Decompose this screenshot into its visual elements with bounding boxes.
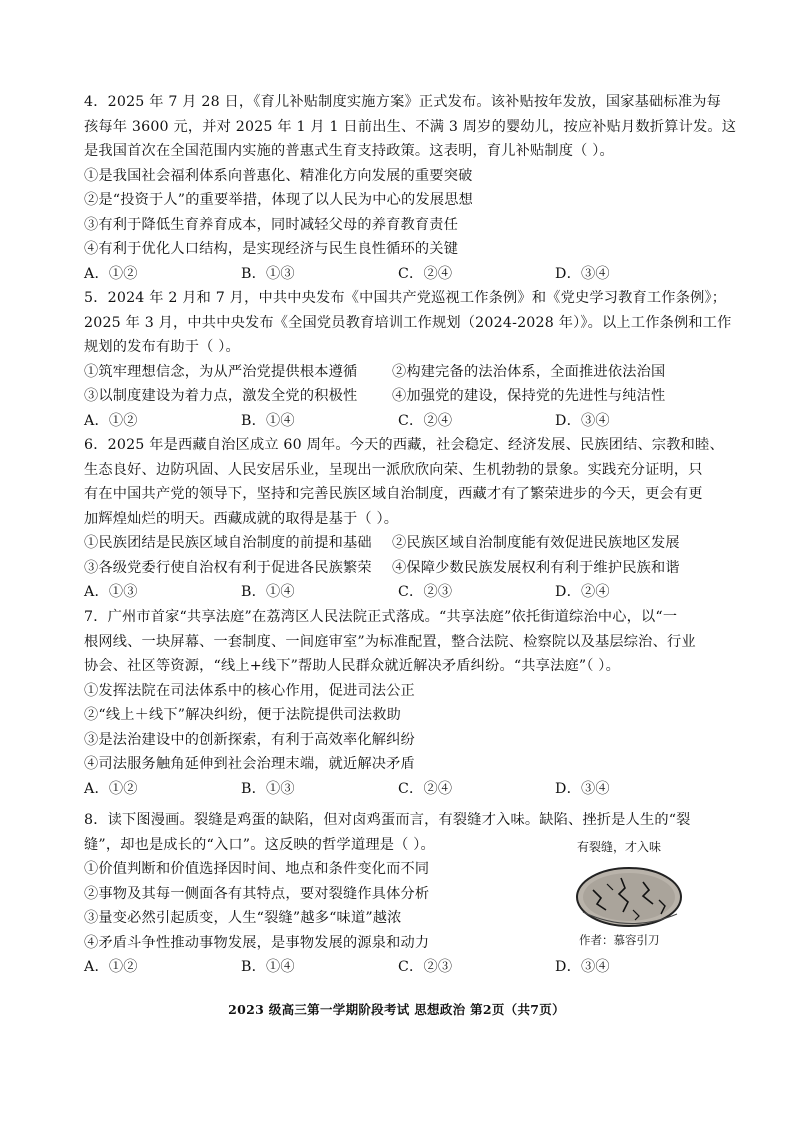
statement-option: ②构建完备的法治体系，全面推进依法治国 [392,363,666,380]
answer-choice-d[interactable]: D．②④ [555,584,610,600]
answer-choice-b[interactable]: B．①③ [241,780,295,797]
answer-choice-a[interactable]: A．①② [84,780,138,797]
statement-option-row [84,556,712,581]
answer-choice-c[interactable]: C．②③ [398,959,453,975]
question-stem-line: 孩每年 3600 元，并对 2025 年 1 月 1 日前出生、不满 3 周岁的婴幼儿，按应补贴月数折算计发。这 [84,118,737,135]
statement-option: ①是我国社会福利体系向普惠化、精准化方向发展的重要突破 [84,167,473,184]
answer-choices [84,777,712,802]
answer-choice-c[interactable]: C．②④ [398,265,453,282]
answer-choice-b[interactable]: B．①③ [241,265,295,282]
question-stem-line: 8．读下图漫画。裂缝是鸡蛋的缺陷，但对卤鸡蛋而言，有裂缝才入味。缺陷、挫折是人生的“裂 [84,812,691,828]
question-stem-line: 缝”，却也是成长的“入口”。这反映的哲学道理是（ ）。 [84,836,435,853]
statement-option: ④有利于优化人口结构，是实现经济与民生良性循环的关键 [84,241,459,257]
statement-option: ③以制度建设为着力点，激发全党的积极性 [84,388,358,404]
statement-option: ④矛盾斗争性推动事物发展，是事物发展的源泉和动力 [84,934,430,951]
statement-option: ②事物及其每一侧面各有其特点，要对裂缝作具体分析 [84,885,430,902]
question-stem-line: 4．2025 年 7 月 28 日，《育儿补贴制度实施方案》正式发布。该补贴按年发放，国家基础标准为每 [84,94,721,110]
statement-option: ①发挥法院在司法体系中的核心作用，促进司法公正 [84,682,415,699]
question-stem-line: 协会、社区等资源，“线上+线下”帮助人民群众就近解决矛盾纠纷。“共享法庭”（ ）。 [84,658,620,674]
answer-choice-d[interactable]: D．③④ [555,959,610,975]
question-6 [84,433,724,605]
answer-choices [84,580,712,605]
statement-option: ④加强党的建设，保持党的先进性与纯洁性 [392,388,666,404]
answer-choice-c[interactable]: C．②③ [398,584,453,600]
question-stem-line: 加辉煌灿烂的明天。西藏成就的取得是基于（ ）。 [84,510,399,527]
answer-choice-b[interactable]: B．①④ [241,959,295,975]
page-footer: 2023 级高三第一学期阶段考试 思想政治 第2页（共7页） [228,1002,565,1017]
statement-option: ②“线上＋线下”解决纠纷，便于法院提供司法救助 [84,707,402,723]
answer-choice-b[interactable]: B．①④ [241,584,295,600]
question-stem-line: 6．2025 年是西藏自治区成立 60 周年。今天的西藏，社会稳定、经济发展、民族团结、宗教和睦、 [84,437,724,453]
question-4 [84,90,737,286]
answer-choice-c[interactable]: C．②④ [398,412,453,429]
answer-choice-d[interactable]: D．③④ [555,265,610,282]
statement-option: ③各级党委行使自治权有利于促进各民族繁荣 [84,559,372,576]
statement-option-row [84,531,712,556]
statement-option: ③是法治建设中的创新探索，有利于高效率化解纠纷 [84,731,415,748]
question-5 [84,286,732,433]
statement-option-row [84,360,712,385]
statement-option: ③量变必然引起质变，人生“裂缝”越多“味道”越浓 [84,910,402,926]
answer-choice-a[interactable]: A．①② [84,959,138,975]
answer-choice-a[interactable]: A．①③ [84,584,138,600]
question-stem-line: 有在中国共产党的领导下，坚持和完善民族区域自治制度，西藏才有了繁荣进步的今天，更会有更 [84,486,703,502]
statement-option: ①价值判断和价值选择因时间、地点和条件变化而不同 [84,861,430,877]
answer-choices [84,955,712,980]
question-stem-line: 规划的发布有助于（ ）。 [84,339,240,355]
cartoon-author: 作者：慕容引刀 [579,933,660,947]
question-stem-line: 根网线、一块屏幕、一套制度、一间庭审室”为标准配置，整合法院、检察院以及基层综治、行业 [84,633,696,650]
answer-choice-a[interactable]: A．①② [84,412,138,429]
answer-choices [84,262,712,287]
cartoon-caption: 有裂缝，才入味 [577,840,662,854]
cartoon-figure [565,838,695,948]
answer-choice-d[interactable]: D．③④ [555,412,610,429]
answer-choice-b[interactable]: B．①④ [241,412,295,429]
answer-choices [84,409,712,434]
question-stem-line: 是我国首次在全国范围内实施的普惠式生育支持政策。这表明，育儿补贴制度（ ）。 [84,143,614,159]
statement-option-row [84,384,712,409]
cracked-egg-illustration [573,860,685,930]
question-stem-line: 2025 年 3 月，中共中央发布《全国党员教育培训工作规划（2024-2028 年）》。以上工作条例和工作 [84,314,732,331]
statement-option: ④保障少数民族发展权利有利于维护民族和谐 [392,559,680,576]
answer-choice-a[interactable]: A．①② [84,265,138,282]
statement-option: ③有利于降低生育养育成本，同时减轻父母的养育教育责任 [84,216,459,233]
answer-choice-d[interactable]: D．③④ [555,780,610,797]
question-stem-line: 7．广州市首家“共享法庭”在荔湾区人民法院正式落成。“共享法庭”依托街道综治中心，以“一 [84,609,678,625]
statement-option: ①筑牢理想信念，为从严治党提供根本遵循 [84,363,358,380]
statement-option: ①民族团结是民族区域自治制度的前提和基础 [84,535,372,551]
question-7 [84,605,712,801]
statement-option: ②是“投资于人”的重要举措，体现了以人民为中心的发展思想 [84,192,473,208]
answer-choice-c[interactable]: C．②④ [398,780,453,797]
statement-option: ④司法服务触角延伸到社会治理末端，就近解决矛盾 [84,756,415,772]
question-stem-line: 生态良好、边防巩固、人民安居乐业，呈现出一派欣欣向荣、生机勃勃的景象。实践充分证明，只 [84,461,703,478]
question-stem-line: 5．2024 年 2 月和 7 月，中共中央发布《中国共产党巡视工作条例》和《党史学习教育工作条例》； [84,290,727,306]
statement-option: ②民族区域自治制度能有效促进民族地区发展 [392,535,680,551]
